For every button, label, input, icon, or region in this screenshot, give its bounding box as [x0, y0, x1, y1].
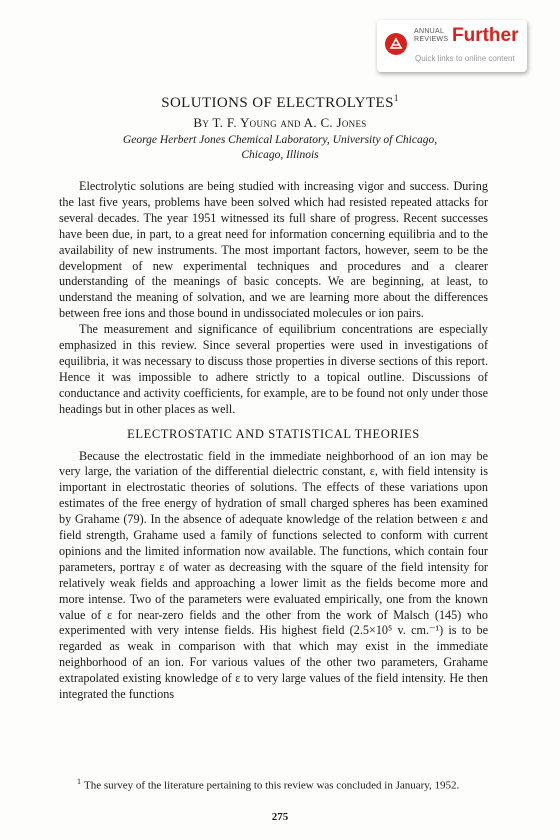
article-title: SOLUTIONS OF ELECTROLYTES$^1$ [161, 93, 399, 111]
annual-reviews-logo-icon [385, 33, 407, 55]
body-paragraph: The measurement and significance of equilibrium concentrations are especially emphasized in this review. Since several properties were used in investigations of equilibria, it was necessary to discuss those properties in diverse sections of this report. Hence it was impossible to adhere strictly to a topical outline. Discussions of conductance and activity coefficients, for example, are to be found not only under those headings but in other places as well. [59, 322, 488, 416]
badge-subtitle: Quick links to online content [415, 54, 515, 63]
annual-reviews-further-badge[interactable] [377, 20, 527, 72]
page-number: 275 [271, 811, 289, 823]
article-body [59, 179, 488, 703]
article-authors: By T. F. Young and A. C. Jones [193, 115, 367, 130]
footnote: $^1$ The survey of the literature pertaining to this review was concluded in January, 1952. [77, 777, 460, 792]
badge-further-label: Further [452, 25, 519, 46]
badge-annual-reviews-text: ANNUAL REVIEWS [414, 28, 449, 43]
title-footnote-mark: 1 [393, 93, 399, 103]
body-paragraph: Because the electrostatic field in the immediate neighborhood of an ion may be very large, the variation of the differential dielectric constant, ε, with field intensity is important in electrostatic theories of solutions. The effects of these variations upon estimates of the free energy of hydration of small charged spheres has been examined by Grahame (79). In the absence of adequate knowledge of the relation between ε and field strength, Grahame used a family of functions selected to conform with current opinions and the limited information now available. The functions, which contain four parameters, portray ε of water as decreasing with the square of the field intensity for relatively weak fields and approaching a lower limit as the fields become more and more intense. Two of the parameters were evaluated empirically, one from the known value of ε for near-zero fields and the other from the work of Malsch (145) who experimented with very intense fields. His highest field (2.5×10⁵ v. cm.⁻¹) is to be regarded as weak in comparison with that which may exist in the immediate neighborhood of an ion. For various values of the other two parameters, Grahame extrapolated existing knowledge of ε to very large values of the field intensity. He then integrated the functions [59, 448, 488, 702]
footnote-mark: 1 [77, 777, 81, 786]
author-affiliation: George Herbert Jones Chemical Laboratory, University of Chicago, Chicago, Illinois [122, 134, 438, 161]
body-paragraph: Electrolytic solutions are being studied with increasing vigor and success. During the last five years, problems have been solved which had resisted repeated attacks for several decades. The year 1951 witnessed its full share of progress. Recent successes have been due, in part, to a great need for information concerning equilibria and to the availability of new instruments. The most important factors, however, seem to be the development of new experimental techniques and procedures and a clearer understanding of the meanings of basic concepts. We are beginning, at least, to understand the meaning of solvation, and we are learning more about the differences between free ions and those bound in undissociated molecules or ion pairs. [59, 179, 488, 321]
section-heading: ELECTROSTATIC AND STATISTICAL THEORIES [127, 426, 420, 441]
